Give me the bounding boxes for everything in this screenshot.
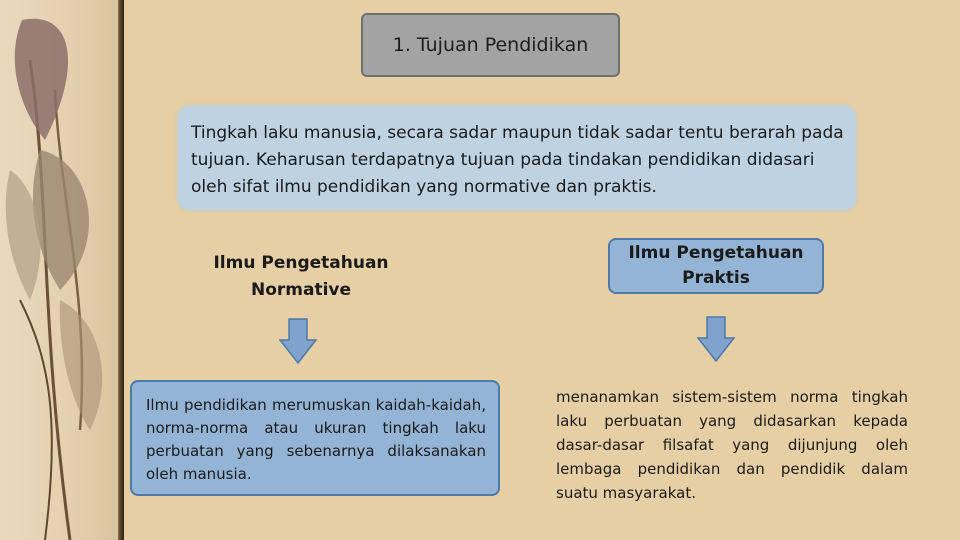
normative-description: Ilmu pendidikan merumuskan kaidah-kaidah, norma-norma atau ukuran tingkah laku perbuatan yang sebenarnya dilaksanakan oleh manusia. [130, 380, 500, 496]
praktis-label: Ilmu Pengetahuan Praktis [608, 238, 824, 294]
normative-label: Ilmu Pengetahuan Normative [213, 253, 389, 300]
down-arrow-icon [697, 316, 735, 362]
slide-title: 1. Tujuan Pendidikan [361, 13, 620, 77]
description-box: Tingkah laku manusia, secara sadar maupun tidak sadar tentu berarah pada tujuan. Keharusan terdapatnya tujuan pada tindakan pendidikan didasari oleh sifat ilmu pendidikan yang normative dan praktis. [178, 106, 856, 210]
dried-leaf-decoration [0, 0, 120, 540]
down-arrow-icon [279, 318, 317, 364]
praktis-description: menanamkan sistem-sistem norma tingkah laku perbuatan yang didasarkan kepada dasar-dasar filsafat yang dijunjung oleh lembaga pendidikan dan pendidik dalam suatu masyarakat. [556, 388, 908, 502]
